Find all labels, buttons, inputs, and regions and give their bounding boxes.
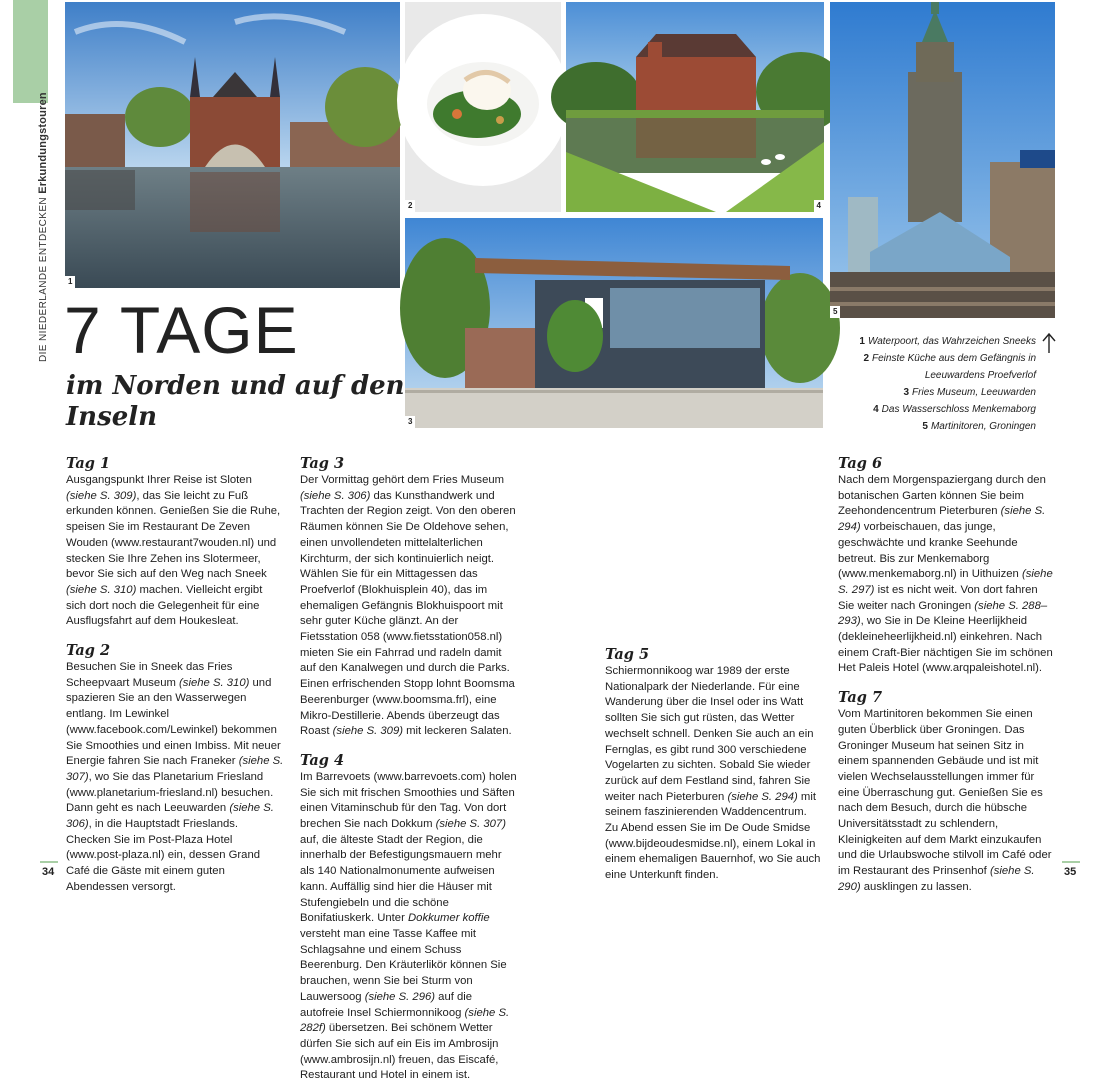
photo-number: 4 bbox=[814, 200, 824, 212]
page-number-left: 34 bbox=[42, 866, 55, 878]
photo-proefverlof-dish bbox=[405, 2, 561, 212]
page-number-rule-right bbox=[1062, 861, 1080, 863]
text-column-1 bbox=[66, 455, 284, 896]
photo-fries-museum bbox=[405, 218, 823, 428]
page-title: 7 TAGE bbox=[64, 293, 299, 367]
caption-item: 5 Martinitoren, Groningen bbox=[922, 421, 1036, 432]
day-text: Besuchen Sie in Sneek das Fries Scheepvaart Museum (siehe S. 310) und spazieren Sie an den Wasserwegen entlang. Im Lewinkel (www.facebook.com/Lewinkel) bekommen Sie Smoothies und einen Imbiss. Mit neuer Energie fahren Sie nach Franeker (siehe S. 307), wo Sie das Planetarium Friesland (www.planetarium-friesland.nl) besuchen. Dann geht es nach Leeuwarden (siehe S. 306), in die Hauptstadt Frieslands. Checken Sie im Post-Plaza Hotel (www.post-plaza.nl) ein, dessen Grand Café die Gäste mit einem guten Abendessen versorgt. bbox=[66, 661, 284, 893]
photo-number: 1 bbox=[65, 276, 75, 288]
text-column-4 bbox=[838, 455, 1056, 896]
section-prefix: DIE NIEDERLANDE ENTDECKEN bbox=[38, 196, 49, 362]
day-text: Der Vormittag gehört dem Fries Museum (siehe S. 306) das Kunsthandwerk und Trachten der Region zeigt. Von den oberen Räumen können Sie De Oldehove sehen, einen unvollendeten mittelalterlichen Kirchturm, der sich kontinuierlich neigt. Wählen Sie für ein Mittagessen das Proefverlof (Blokhuisplein 40), das im ehemaligen Gefängnis Blokhuispoort mit sehr guter Küche glänzt. An der Fietsstation 058 (www.fietsstation058.nl) mieten Sie ein Fahrrad und radeln damit auf den Kanalwegen und durch die Parks. Einen erfrischenden Stopp lohnt Boomsma Beerenburger (www.boomsma.frl), eine Mikro-Destillerie. Abends überzeugt das Roast (siehe S. 309) mit leckeren Salaten. bbox=[300, 474, 516, 738]
day-heading: Tag 4 bbox=[300, 751, 345, 769]
page-subtitle: im Norden und auf den Inseln bbox=[66, 371, 405, 432]
photo-number: 3 bbox=[405, 416, 415, 428]
text-column-3 bbox=[605, 646, 823, 884]
day-heading: Tag 3 bbox=[300, 455, 345, 472]
text-column-2 bbox=[300, 455, 518, 1084]
caption-item: 1 Waterpoort, das Wahrzeichen Sneeks bbox=[859, 336, 1036, 347]
day-heading: Tag 1 bbox=[66, 455, 111, 472]
day-heading: Tag 2 bbox=[66, 642, 111, 660]
day-text: Vom Martinitoren bekommen Sie einen guten Überblick über Groningen. Das Groninger Museum hat seinen Sitz in einem spannenden Gebäude und ist mit vielen Wechselausstellungen immer für eine Überraschung gut. Genießen Sie es nach dem Besuch, durch die hübsche Universitätsstadt zu schlendern, Kleinigkeiten auf dem Markt einzukaufen und die Urlaubswoche stilvoll im Café oder im Restaurant des Prinsenhof (siehe S. 290) ausklingen zu lassen. bbox=[838, 708, 1052, 893]
section-color-tab bbox=[13, 0, 48, 103]
photo-number: 5 bbox=[830, 306, 840, 318]
day-heading: Tag 5 bbox=[605, 646, 650, 663]
photo-martinitoren bbox=[830, 2, 1055, 318]
day-text-part-1: Im Barrevoets (www.barrevoets.com) holen Sie sich mit frischen Smoothies und Säften einen Vitaminschub für den Tag. Von dort brechen Sie nach Dokkum (siehe S. 307) auf, die älteste Stadt der Region, die innerhalb der Befestigungsmauern mehr als 140 Nationalmonumente aufweisen kann. Auffällig sind hier die Häuser mit Stufengiebeln und die schöne Bonifatiuskerk. Unter Dokkumer koffie versteht man eine Tasse Kaffee mit Schlagsahne und einem Schuss Beerenburg. Den Kräuterlikör können Sie brauchen, wenn Sie bei Sturm von Lauwersoog (siehe S. 296) auf die autofreie Insel Schiermonnikoog (siehe S. 282f) übersetzen. Bei schönem Wetter dürfen Sie sich auf ein Eis im Ambrosijn (www.ambrosijn.nl) freuen, das Eiscafé, Restaurant und Hotel in einem ist. bbox=[300, 770, 517, 1082]
day-text: Ausgangspunkt Ihrer Reise ist Sloten (siehe S. 309), das Sie leicht zu Fuß erkunden können. Genießen Sie die Ruhe, speisen Sie im Restaurant De Zeven Wouden (www.restaurant7wouden.nl) und stecken Sie Ihre Zehen ins Slotermeer, bevor Sie sich auf den Weg nach Sneek (siehe S. 310) machen. Vielleicht ergibt sich dort noch die Gelegenheit für eine Ausflugsfahrt auf dem Houkesleat. bbox=[66, 474, 281, 628]
day-text: Nach dem Morgenspaziergang durch den botanischen Garten können Sie beim Zeehondencentrum Pieterburen (siehe S. 294) vorbeischauen, das junge, geschwächte und kranke Seehunde betreut. Bis zur Menkemaborg (www.menkemaborg.nl) in Uithuizen (siehe S. 297) ist es nicht weit. Von dort fahren Sie weiter nach Groningen (siehe S. 288–293), wo Sie in De Kleine Heerlijkheid (dekleineheerlijkheid.nl) einkehren. Nach einem Craft-Bier nächtigen Sie im schönen Het Paleis Hotel (www.arqpaleishotel.nl). bbox=[838, 474, 1053, 675]
section-name: Erkundungstouren bbox=[37, 92, 49, 194]
page-number-rule-left bbox=[40, 861, 58, 863]
arrow-up-icon bbox=[1042, 332, 1056, 354]
photo-waterpoort-sneek bbox=[65, 2, 400, 288]
page-number-right: 35 bbox=[1064, 866, 1077, 878]
caption-item: 3 Fries Museum, Leeuwarden bbox=[903, 387, 1036, 398]
day-heading: Tag 7 bbox=[838, 689, 883, 707]
day-text: Schiermonnikoog war 1989 der erste Nationalpark der Niederlande. Für eine Wanderung über die Insel oder ins Watt sollten Sie sich gut rüsten, das Wetter wechselt schnell. Denken Sie auch an ein Fernglas, es gibt rund 300 verschiedene Vogelarten zu sichten. Sobald Sie wieder zurück auf dem Festland sind, fahren Sie weiter nach Pieterburen (siehe S. 294) mit seinem faszinierenden Waddencentrum. Zu Abend essen Sie im De Oude Smidse (www.bijdeoudesmidse.nl), einem Lokal in einem ehemaligen Bauernhof, wo Sie auch eine Unterkunft finden. bbox=[605, 665, 821, 882]
caption-item: 4 Das Wasserschloss Menkemaborg bbox=[873, 404, 1036, 415]
photo-captions bbox=[838, 333, 1036, 435]
caption-item: 2 Feinste Küche aus dem Gefängnis in Leeuwardens Proefverlof bbox=[863, 353, 1036, 381]
photo-menkemaborg bbox=[566, 2, 824, 212]
day-heading: Tag 6 bbox=[838, 455, 883, 472]
section-side-label bbox=[37, 92, 49, 362]
photo-number: 2 bbox=[405, 200, 415, 212]
